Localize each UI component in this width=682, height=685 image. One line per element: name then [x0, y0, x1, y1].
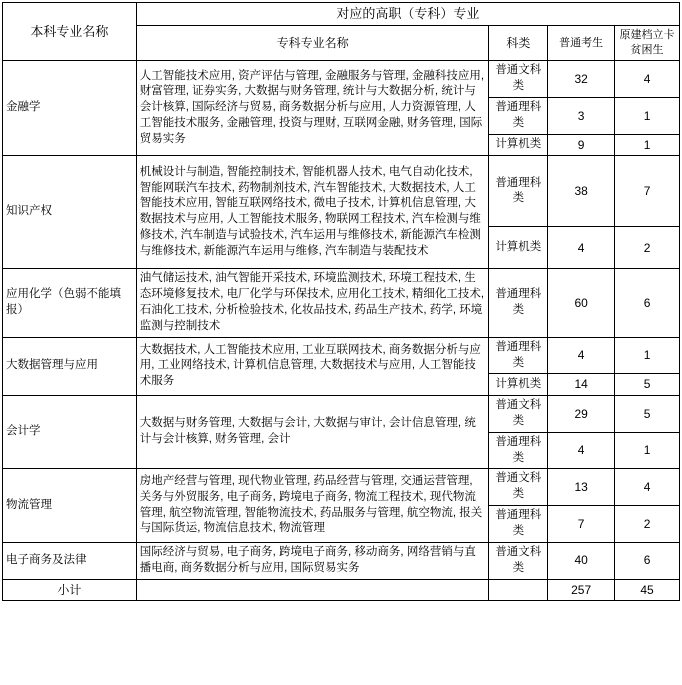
general-count: 40	[548, 542, 615, 579]
table-row	[3, 156, 680, 227]
general-count: 60	[548, 269, 615, 337]
category-cell: 普通理科类	[489, 432, 548, 469]
original-count: 5	[615, 374, 680, 396]
header-original: 原建档立卡贫困生	[615, 25, 680, 60]
table-row	[3, 269, 680, 337]
table-row	[3, 395, 680, 432]
original-count: 2	[615, 506, 680, 543]
zy-major-list: 房地产经营与管理, 现代物业管理, 药品经营与管理, 交通运营管理, 关务与外贸服务, 电子商务, 跨境电子商务, 物流工程技术, 现代物流管理, 航空物流管理, 智能物流技术, 药品服务与管理, 航空物流, 报关与国际货运, 物流信息技术, 物流管理	[136, 469, 489, 542]
general-count: 9	[548, 134, 615, 156]
table-row	[3, 469, 680, 506]
original-count: 1	[615, 432, 680, 469]
zy-major-list: 机械设计与制造, 智能控制技术, 智能机器人技术, 电气自动化技术, 智能网联汽车技术, 药物制剂技术, 汽车智能技术, 大数据技术, 人工智能技术应用, 智能互联网络技术, 微电子技术, 计算机信息管理, 大数据技术与应用, 人工智能技术服务, 物联网工程技术, 汽车检测与维修技术, 汽车制造与试验技术, 汽车运用与维修技术, 新能源汽车检测与维修技术, 新能源汽车运用与维修, 汽车制造与装配技术	[136, 156, 489, 269]
bk-major-name: 会计学	[3, 395, 137, 468]
general-count: 13	[548, 469, 615, 506]
bk-major-name: 应用化学（色弱不能填报）	[3, 269, 137, 337]
total-empty-zy	[136, 579, 489, 601]
major-plan-table	[2, 2, 680, 601]
bk-major-name: 物流管理	[3, 469, 137, 542]
zy-major-list: 国际经济与贸易, 电子商务, 跨境电子商务, 移动商务, 网络营销与直播电商, 商务数据分析与应用, 国际贸易实务	[136, 542, 489, 579]
zy-major-list: 大数据技术, 人工智能技术应用, 工业互联网技术, 商务数据分析与应用, 工业网络技术, 计算机信息管理, 大数据技术与应用, 人工智能技术服务	[136, 337, 489, 395]
bk-major-name: 金融学	[3, 61, 137, 156]
general-count: 4	[548, 227, 615, 269]
total-row	[3, 579, 680, 601]
table-row	[3, 542, 680, 579]
zy-major-list: 大数据与财务管理, 大数据与会计, 大数据与审计, 会计信息管理, 统计与会计核算, 财务管理, 会计	[136, 395, 489, 468]
original-count: 4	[615, 469, 680, 506]
total-label: 小计	[3, 579, 137, 601]
original-count: 5	[615, 395, 680, 432]
bk-major-name: 大数据管理与应用	[3, 337, 137, 395]
table-row	[3, 337, 680, 374]
category-cell: 普通理科类	[489, 269, 548, 337]
table-header-row-1	[3, 3, 680, 26]
category-cell: 普通理科类	[489, 156, 548, 227]
zy-major-list: 油气储运技术, 油气智能开采技术, 环境监测技术, 环境工程技术, 生态环境修复技术, 电厂化学与环保技术, 应用化工技术, 精细化工技术, 石油化工技术, 分析检验技术, 化妆品技术, 药品生产技术, 药学, 环境监测与控制技术	[136, 269, 489, 337]
category-cell: 普通理科类	[489, 506, 548, 543]
total-original: 45	[615, 579, 680, 601]
category-cell: 普通文科类	[489, 395, 548, 432]
original-count: 1	[615, 337, 680, 374]
general-count: 14	[548, 374, 615, 396]
original-count: 7	[615, 156, 680, 227]
general-count: 4	[548, 432, 615, 469]
header-zy-major: 专科专业名称	[136, 25, 489, 60]
original-count: 1	[615, 98, 680, 135]
general-count: 7	[548, 506, 615, 543]
category-cell: 计算机类	[489, 227, 548, 269]
category-cell: 普通理科类	[489, 98, 548, 135]
header-gz-major-group: 对应的高职（专科）专业	[136, 3, 679, 26]
category-cell: 普通文科类	[489, 542, 548, 579]
header-category: 科类	[489, 25, 548, 60]
general-count: 3	[548, 98, 615, 135]
general-count: 32	[548, 61, 615, 98]
general-count: 38	[548, 156, 615, 227]
category-cell: 普通文科类	[489, 61, 548, 98]
category-cell: 普通文科类	[489, 469, 548, 506]
table-row	[3, 61, 680, 98]
bk-major-name: 电子商务及法律	[3, 542, 137, 579]
original-count: 1	[615, 134, 680, 156]
category-cell: 计算机类	[489, 374, 548, 396]
original-count: 4	[615, 61, 680, 98]
category-cell: 普通理科类	[489, 337, 548, 374]
original-count: 2	[615, 227, 680, 269]
header-general: 普通考生	[548, 25, 615, 60]
category-cell: 计算机类	[489, 134, 548, 156]
bk-major-name: 知识产权	[3, 156, 137, 269]
total-general: 257	[548, 579, 615, 601]
original-count: 6	[615, 269, 680, 337]
total-empty-category	[489, 579, 548, 601]
general-count: 29	[548, 395, 615, 432]
zy-major-list: 人工智能技术应用, 资产评估与管理, 金融服务与管理, 金融科技应用, 财富管理, 证券实务, 大数据与财务管理, 统计与大数据分析, 统计与会计核算, 国际经济与贸易, 商务数据分析与应用, 人力资源管理, 人工智能技术服务, 金融管理, 投资与理财, 互联网金融, 财务管理, 国际贸易实务	[136, 61, 489, 156]
header-bk-major: 本科专业名称	[3, 3, 137, 61]
original-count: 6	[615, 542, 680, 579]
general-count: 4	[548, 337, 615, 374]
